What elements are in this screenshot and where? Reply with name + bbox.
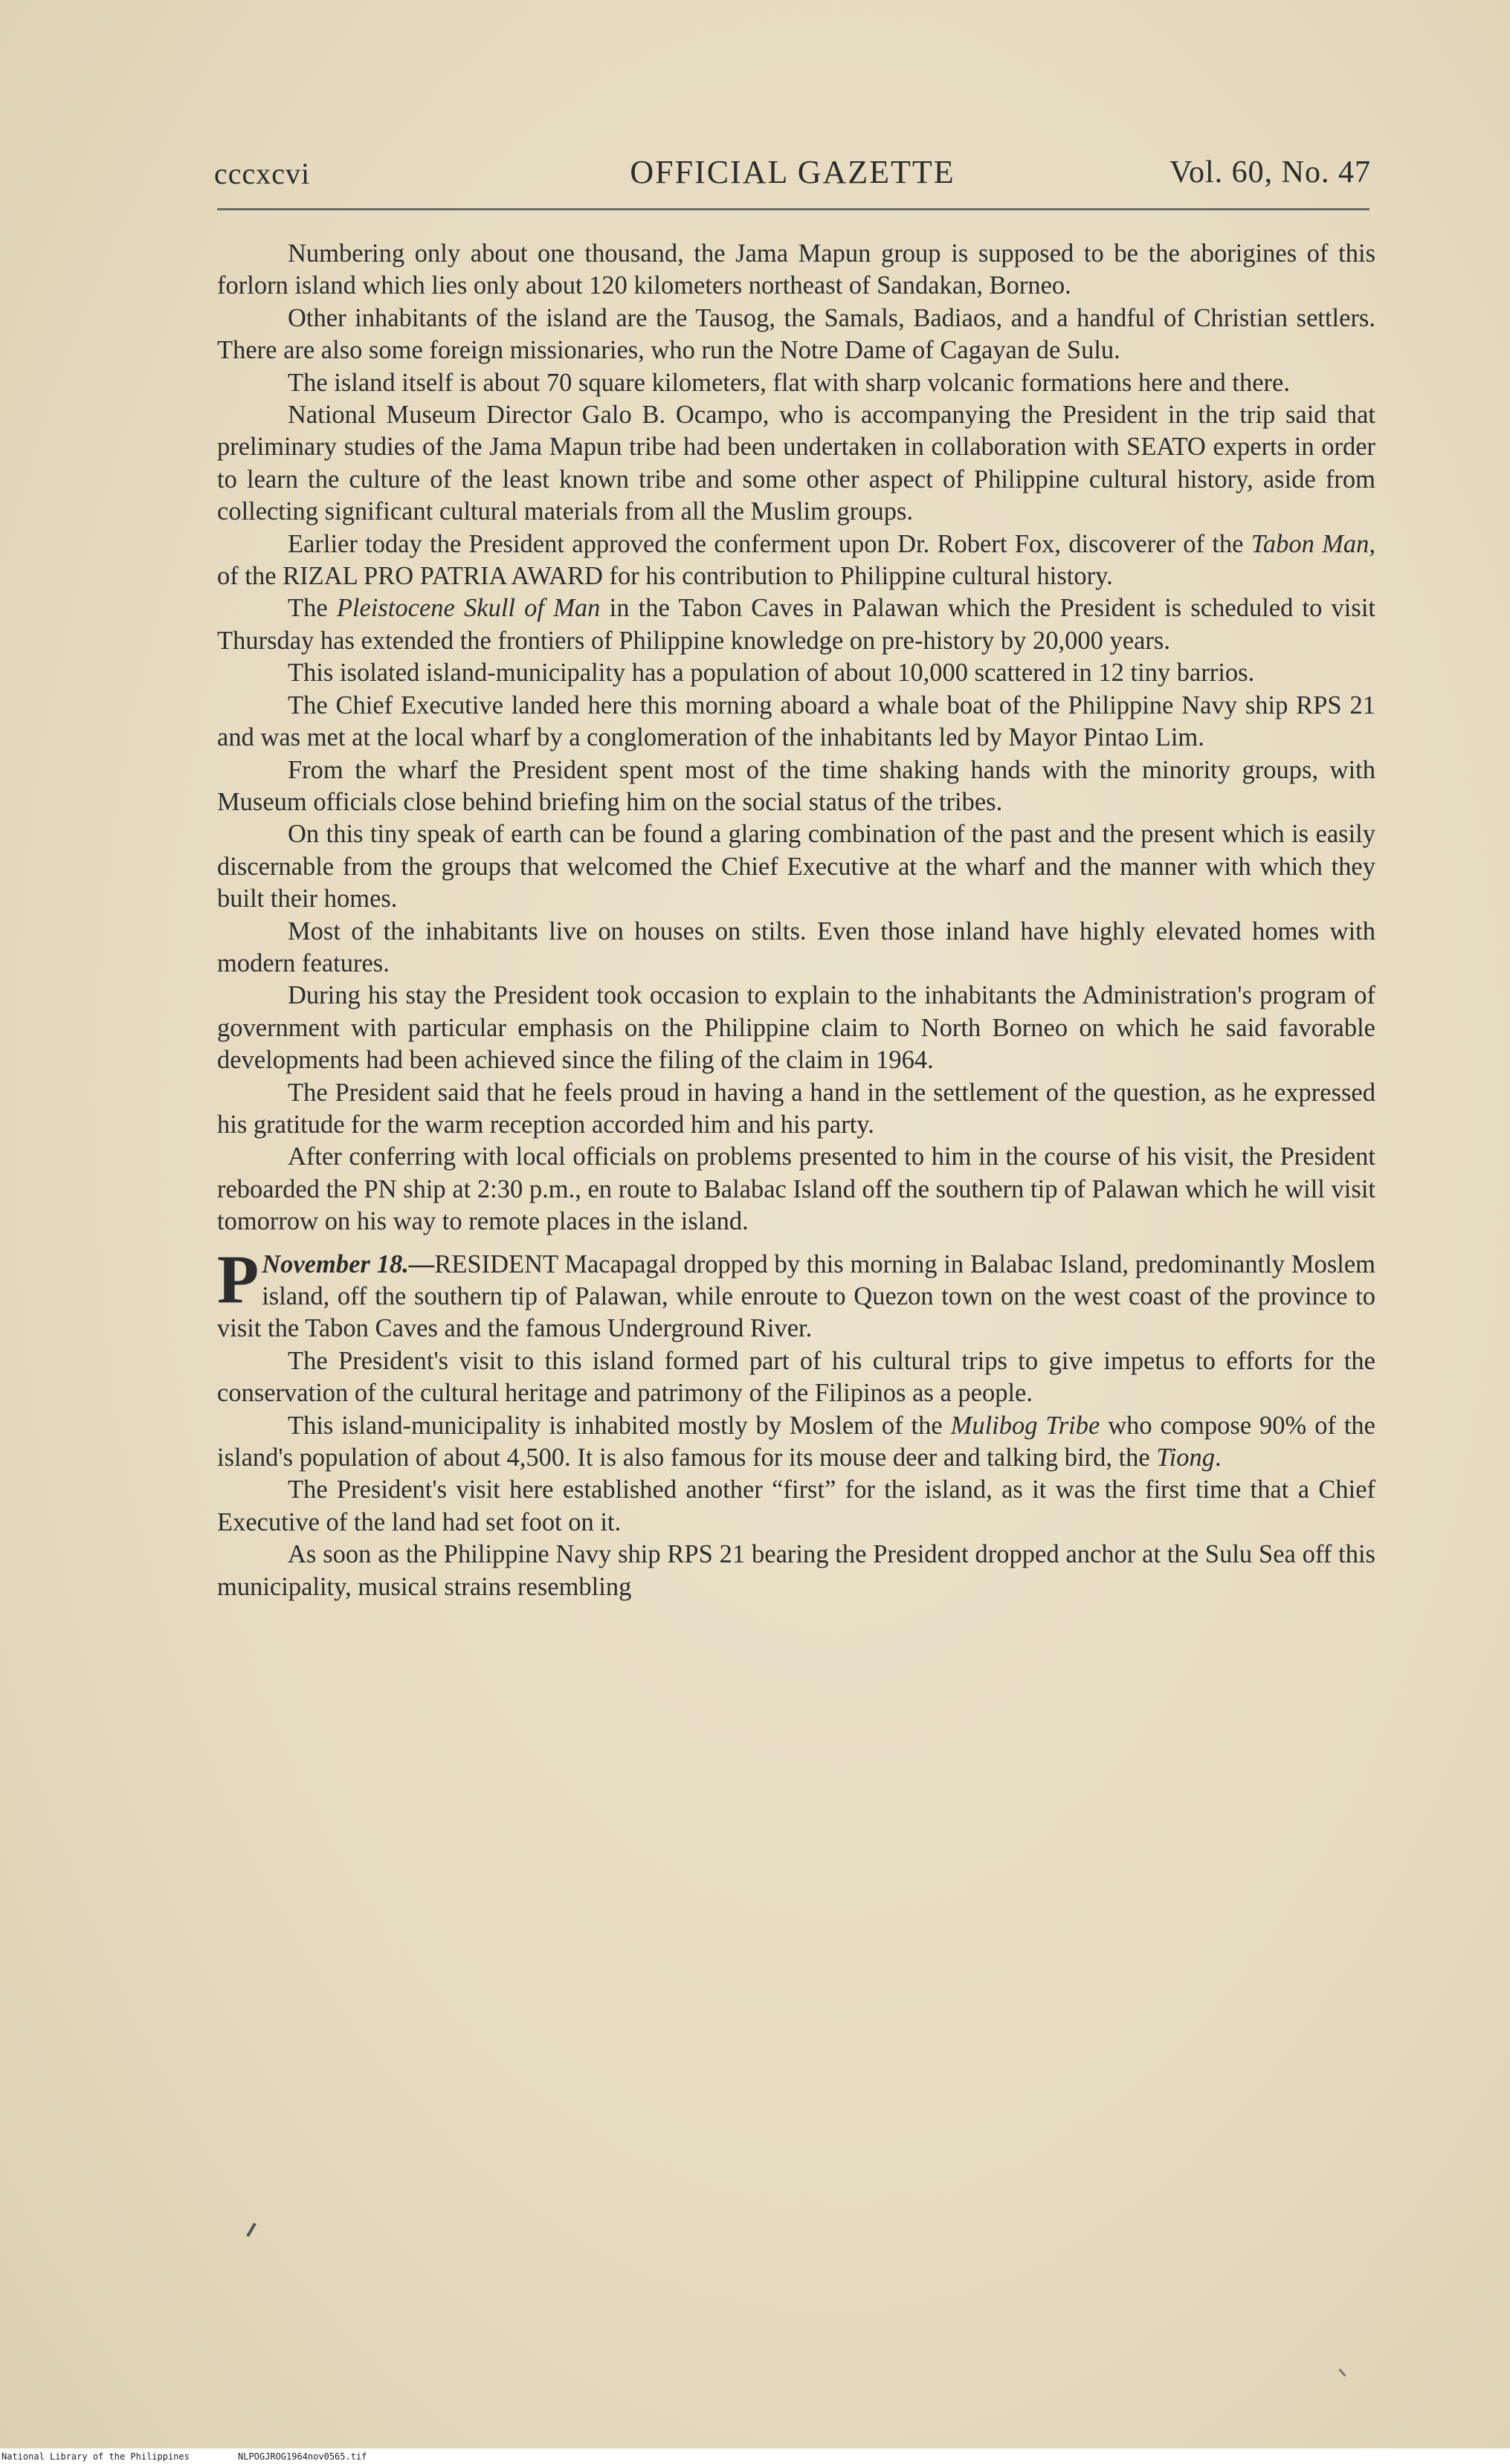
- scan-footer-strip: [0, 2448, 1510, 2464]
- paragraph: The President said that he feels proud in having a hand in the settlement of the question, as he expressed his gratitude for the warm reception accorded him and his party.: [217, 1078, 1375, 1139]
- paragraph: The island itself is about 70 square kilometers, flat with sharp volcanic formations here and there.: [288, 368, 1290, 397]
- page-folio: cccxcvi: [214, 157, 311, 190]
- italic-run: Mulibog Tribe: [950, 1411, 1100, 1440]
- paragraph: Other inhabitants of the island are the Tausog, the Samals, Badiaos, and a handful of Christian settlers. There are also some foreign missionaries, who run the Notre Dame of Cagayan de Sulu.: [217, 303, 1375, 365]
- text-run: in the Tabon Caves in Palawan which the President is scheduled to visit Thursday has extended the frontiers of Philippine knowledge on pre-history by 20,000 years.: [217, 594, 1375, 655]
- paragraph: The President's visit here established another “first” for the island, as it was the first time that a Chief Executive of the land had set foot on it.: [217, 1475, 1375, 1536]
- paragraph: After conferring with local officials on problems presented to him in the course of his visit, the President reboarded the PN ship at 2:30 p.m., en route to Balabac Island off the southern tip of Palawan which he will visit tomorrow on his way to remote places in the island.: [217, 1142, 1375, 1236]
- text-run: This island-municipality is inhabited mostly by Moslem of the: [288, 1411, 951, 1440]
- paragraph: As soon as the Philippine Navy ship RPS 21 bearing the President dropped anchor at the Sulu Sea off this municipality, musical strains resembling: [217, 1540, 1375, 1601]
- text-run: The: [288, 594, 337, 623]
- paragraph-fox: [217, 528, 1375, 593]
- paragraph: The President's visit to this island formed part of his cultural trips to give impetus to efforts for the conservation of the cultural heritage and patrimony of the Filipinos as a people.: [217, 1346, 1375, 1408]
- dateline-paragraph: [217, 1241, 1375, 1345]
- dateline-date: November 18.—: [262, 1249, 435, 1278]
- text-run: of the RIZAL PRO PATRIA AWARD for his contribution to Philippine cultural history.: [217, 562, 1113, 591]
- text-run: .: [1214, 1443, 1222, 1472]
- paragraph: The Chief Executive landed here this morning aboard a whale boat of the Philippine Navy ship RPS 21 and was met at the local wharf by a conglomeration of the inhabitants led by Mayor Pintao Lim.: [217, 691, 1375, 752]
- italic-run: Tiong: [1156, 1443, 1215, 1472]
- text-run: Earlier today the President approved the conferment upon Dr. Robert Fox, discoverer of the: [288, 529, 1251, 558]
- scan-filename-label: NLPOGJROG1964nov0565.tif: [238, 2451, 367, 2462]
- paragraph-mulibog: [217, 1410, 1375, 1475]
- paragraph-skull: [217, 592, 1375, 657]
- text-run: RESIDENT Macapagal dropped by this morning in Balabac Island, predominantly Moslem island, off the southern tip of Palawan, while enroute to Quezon town on the west coast of the province to visit the Tabon Caves and the famous Underground River.: [217, 1249, 1375, 1343]
- scan-source-label: National Library of the Philippines: [1, 2451, 190, 2462]
- paragraph: Numbering only about one thousand, the Jama Mapun group is supposed to be the aborigines of this forlorn island which lies only about 120 kilometers northeast of Sandakan, Borneo.: [217, 239, 1375, 300]
- publication-title: OFFICIAL GAZETTE: [630, 154, 955, 190]
- drop-cap: P: [217, 1241, 259, 1317]
- paragraph: This isolated island-municipality has a population of about 10,000 scattered in 12 tiny barrios.: [288, 659, 1255, 688]
- article-body: [217, 238, 1375, 1603]
- italic-run: Tabon Man,: [1251, 529, 1375, 558]
- paragraph: From the wharf the President spent most of the time shaking hands with the minority groups, with Museum officials close behind briefing him on the social status of the tribes.: [217, 755, 1375, 816]
- paragraph: Most of the inhabitants live on houses on stilts. Even those inland have highly elevated homes with modern features.: [217, 916, 1375, 977]
- paragraph: National Museum Director Galo B. Ocampo, who is accompanying the President in the trip said that preliminary studies of the Jama Mapun tribe had been undertaken in collaboration with SEATO experts in order to learn the culture of the least known tribe and some other aspect of Philippine cultural history, aside from collecting significant cultural materials from all the Muslim groups.: [217, 401, 1375, 526]
- text-run: who compose 90% of the island's population of about 4,500. It is also famous for its mouse deer and talking bird, the: [217, 1411, 1375, 1472]
- italic-run: Pleistocene Skull of Man: [336, 594, 601, 623]
- header-rule: [217, 208, 1369, 210]
- running-header: [214, 153, 1371, 198]
- paragraph: During his stay the President took occasion to explain to the inhabitants the Administration's program of government with particular emphasis on the Philippine claim to North Borneo on which he said favorable developments had been achieved since the filing of the claim in 1964.: [217, 981, 1375, 1075]
- volume-number: Vol. 60, No. 47: [1169, 155, 1371, 190]
- paragraph: On this tiny speak of earth can be found a glaring combination of the past and the present which is easily discernable from the groups that welcomed the Chief Executive at the wharf and the manner with which they built their homes.: [217, 820, 1375, 914]
